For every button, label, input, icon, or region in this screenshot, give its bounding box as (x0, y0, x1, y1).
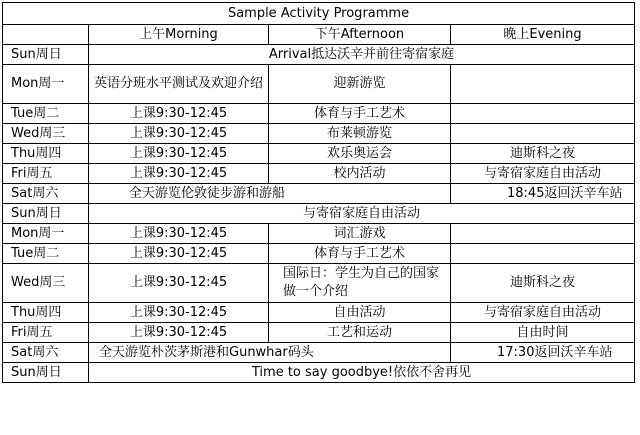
evening-cell: 自由时间 (451, 323, 635, 343)
evening-cell: 迪斯科之夜 (451, 264, 635, 303)
full-day-cell: Arrival抵达沃辛并前往寄宿家庭 (89, 45, 635, 65)
header-evening: 晚上Evening (451, 25, 635, 45)
table-row (3, 45, 635, 65)
evening-cell: 与寄宿家庭自由活动 (451, 164, 635, 184)
header-day (3, 25, 89, 45)
table-row (3, 144, 635, 164)
table-row (3, 204, 635, 224)
evening-cell: 迪斯科之夜 (451, 144, 635, 164)
table-row (3, 303, 635, 323)
table-row (3, 124, 635, 144)
title-row (3, 3, 635, 25)
morning-cell: 上课9:30-12:45 (89, 104, 269, 124)
afternoon-cell: 词汇游戏 (269, 224, 451, 244)
afternoon-cell: 校内活动 (269, 164, 451, 184)
day-cell: Sun周日 (3, 204, 89, 224)
day-cell: Tue周二 (3, 104, 89, 124)
day-cell: Thu周四 (3, 144, 89, 164)
programme-table-wrapper (2, 2, 635, 383)
morning-cell: 上课9:30-12:45 (89, 144, 269, 164)
afternoon-evening-cell: 18:45返回沃辛车站 (451, 184, 635, 204)
day-cell: Sun周日 (3, 45, 89, 65)
table-title: Sample Activity Programme (3, 3, 635, 25)
morning-cell: 上课9:30-12:45 (89, 164, 269, 184)
day-cell: Tue周二 (3, 244, 89, 264)
full-day-cell: 与寄宿家庭自由活动 (89, 204, 635, 224)
afternoon-cell: 迎新游览 (269, 65, 451, 104)
morning-cell: 上课9:30-12:45 (89, 224, 269, 244)
table-row (3, 264, 635, 303)
day-cell: Fri周五 (3, 323, 89, 343)
evening-cell (451, 65, 635, 104)
afternoon-cell: 布莱顿游览 (269, 124, 451, 144)
evening-cell (451, 244, 635, 264)
day-cell: Sat周六 (3, 343, 89, 363)
table-row (3, 363, 635, 383)
morning-cell: 上课9:30-12:45 (89, 244, 269, 264)
evening-cell (451, 124, 635, 144)
morning-cell: 英语分班水平测试及欢迎介绍 (89, 65, 269, 104)
day-cell: Mon周一 (3, 65, 89, 104)
table-row (3, 65, 635, 104)
table-row (3, 244, 635, 264)
header-row (3, 25, 635, 45)
afternoon-cell: 自由活动 (269, 303, 451, 323)
full-day-cell: Time to say goodbye!依依不舍再见 (89, 363, 635, 383)
day-cell: Wed周三 (3, 264, 89, 303)
header-afternoon: 下午Afternoon (269, 25, 451, 45)
day-cell: Mon周一 (3, 224, 89, 244)
day-cell: Thu周四 (3, 303, 89, 323)
table-row (3, 164, 635, 184)
afternoon-cell: 体育与手工艺术 (269, 244, 451, 264)
header-morning: 上午Morning (89, 25, 269, 45)
morning-cell: 上课9:30-12:45 (89, 303, 269, 323)
afternoon-cell: 工艺和运动 (269, 323, 451, 343)
table-row (3, 104, 635, 124)
table-row (3, 224, 635, 244)
day-cell: Sun周日 (3, 363, 89, 383)
table-row (3, 323, 635, 343)
table-row (3, 343, 635, 363)
afternoon-cell: 国际日：学生为自己的国家做一个介绍 (269, 264, 451, 303)
evening-cell (451, 104, 635, 124)
table-row (3, 184, 635, 204)
morning-cell: 上课9:30-12:45 (89, 124, 269, 144)
day-cell: Wed周三 (3, 124, 89, 144)
afternoon-cell: 欢乐奥运会 (269, 144, 451, 164)
activity-programme-table (2, 2, 635, 383)
evening-cell (451, 224, 635, 244)
day-cell: Sat周六 (3, 184, 89, 204)
morning-cell: 全天游览伦敦徒步游和游船 (89, 184, 451, 204)
morning-cell: 上课9:30-12:45 (89, 264, 269, 303)
evening-cell: 与寄宿家庭自由活动 (451, 303, 635, 323)
morning-cell: 全天游览朴茨茅斯港和Gunwhar码头 (89, 343, 451, 363)
day-cell: Fri周五 (3, 164, 89, 184)
morning-cell: 上课9:30-12:45 (89, 323, 269, 343)
afternoon-evening-cell: 17:30返回沃辛车站 (451, 343, 635, 363)
afternoon-cell: 体育与手工艺术 (269, 104, 451, 124)
